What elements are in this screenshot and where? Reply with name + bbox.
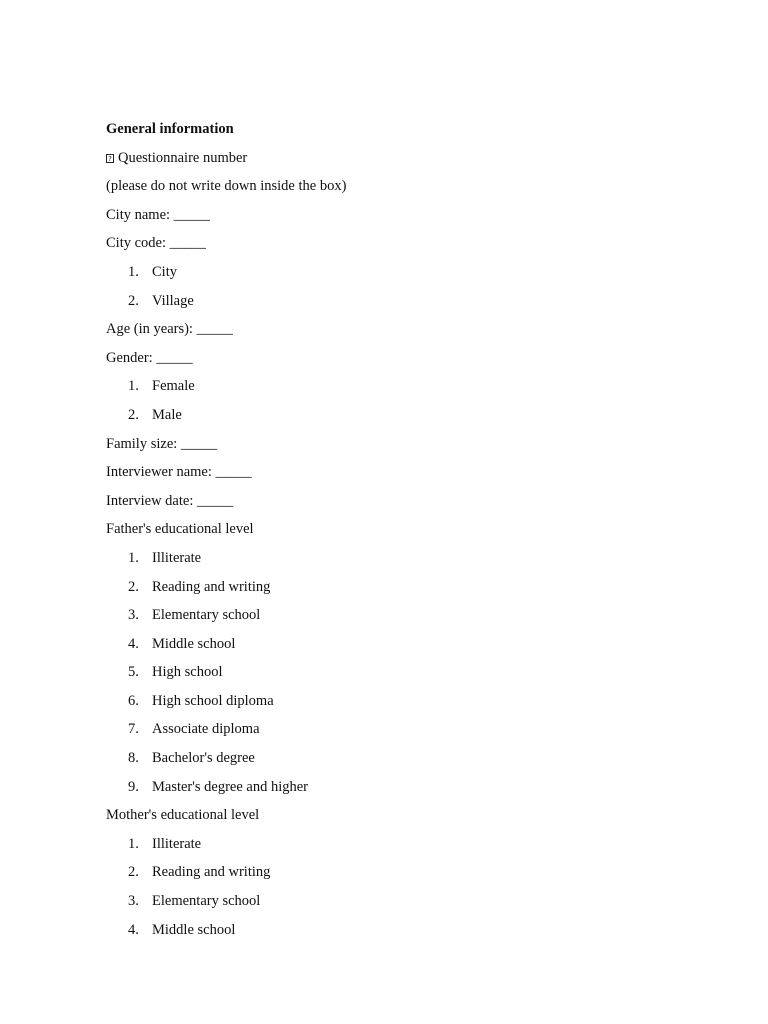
list-item-label: Middle school <box>152 635 236 652</box>
list-item-number: 1. <box>128 263 139 280</box>
list-item <box>106 544 706 573</box>
list-item-label: Illiterate <box>152 835 202 852</box>
list-item <box>106 687 706 716</box>
questionnaire-number-label: Questionnaire number <box>118 149 248 166</box>
list-item-number: 2. <box>128 578 139 595</box>
list-item-number: 6. <box>128 692 139 709</box>
questionnaire-page <box>106 115 706 944</box>
list-item-number: 7. <box>128 721 139 738</box>
list-item-number: 1. <box>128 378 139 395</box>
family-size-field: Family size: _____ <box>106 435 218 452</box>
mother-education-heading: Mother's educational level <box>106 807 260 824</box>
list-item-label: Village <box>152 292 194 309</box>
list-item <box>106 401 706 430</box>
box-note: (please do not write down inside the box) <box>106 178 347 195</box>
list-item-label: High school diploma <box>152 692 274 709</box>
checkbox-placeholder-icon <box>106 154 114 163</box>
list-item-label: City <box>152 263 177 280</box>
city-code-field: City code: _____ <box>106 235 206 252</box>
list-item <box>106 630 706 659</box>
list-item <box>106 715 706 744</box>
interview-date-field: Interview date: _____ <box>106 492 234 509</box>
list-item-number: 3. <box>128 607 139 624</box>
list-item <box>106 573 706 602</box>
list-item-label: Elementary school <box>152 893 261 910</box>
list-item <box>106 916 706 945</box>
list-item-label: High school <box>152 664 223 681</box>
gender-field: Gender: _____ <box>106 349 193 366</box>
list-item <box>106 744 706 773</box>
list-item-number: 1. <box>128 835 139 852</box>
list-item-label: Reading and writing <box>152 578 271 595</box>
list-item <box>106 773 706 802</box>
list-item-label: Reading and writing <box>152 864 271 881</box>
list-item-label: Master's degree and higher <box>152 778 309 795</box>
list-item-label: Bachelor's degree <box>152 750 255 767</box>
list-item <box>106 372 706 401</box>
list-item <box>106 601 706 630</box>
list-item-number: 9. <box>128 778 139 795</box>
list-item-number: 2. <box>128 406 139 423</box>
list-item-number: 1. <box>128 549 139 566</box>
list-item-label: Elementary school <box>152 607 261 624</box>
list-item <box>106 287 706 316</box>
list-item-label: Male <box>152 406 182 423</box>
questionnaire-number-row <box>106 144 706 173</box>
father-education-heading: Father's educational level <box>106 521 254 538</box>
list-item-number: 2. <box>128 864 139 881</box>
age-field: Age (in years): _____ <box>106 321 233 338</box>
list-item-label: Associate diploma <box>152 721 260 738</box>
section-title: General information <box>106 121 234 137</box>
list-item-number: 3. <box>128 893 139 910</box>
list-item-label: Female <box>152 378 195 395</box>
city-name-field: City name: _____ <box>106 206 210 223</box>
list-item-number: 2. <box>128 292 139 309</box>
list-item-number: 4. <box>128 921 139 938</box>
list-item <box>106 887 706 916</box>
list-item-label: Middle school <box>152 921 236 938</box>
list-item <box>106 858 706 887</box>
list-item-number: 4. <box>128 635 139 652</box>
interviewer-name-field: Interviewer name: _____ <box>106 464 252 481</box>
list-item <box>106 830 706 859</box>
list-item <box>106 258 706 287</box>
list-item-label: Illiterate <box>152 549 202 566</box>
list-item-number: 8. <box>128 750 139 767</box>
list-item-number: 5. <box>128 664 139 681</box>
list-item <box>106 658 706 687</box>
